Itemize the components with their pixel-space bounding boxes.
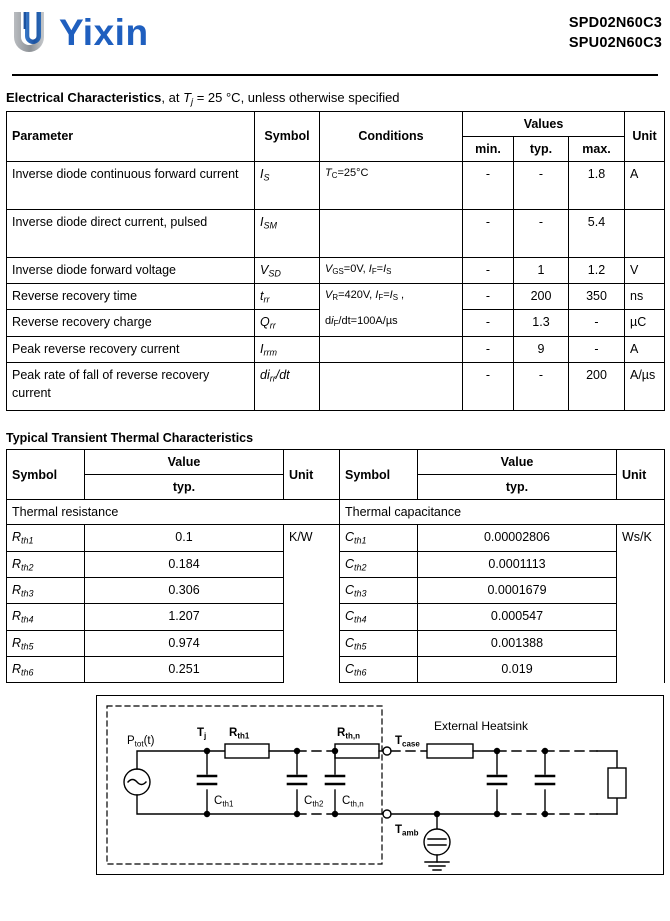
row-unit: A/µs	[625, 362, 665, 410]
row-unit-cth: Ws/K	[617, 525, 665, 683]
row-symbol-cth: $C_{th6}$	[340, 656, 418, 682]
thermal-characteristics-title: Typical Transient Thermal Characteristics	[6, 430, 254, 445]
col-unit-right: Unit	[617, 449, 665, 499]
thermal-group-row	[7, 500, 665, 525]
row-value-cth: 0.000547	[418, 604, 617, 630]
thermal-characteristics-table	[6, 449, 665, 683]
col-unit-left: Unit	[284, 449, 340, 499]
row-symbol-rth: $R_{th3}$	[7, 577, 85, 603]
row-parameter: Inverse diode continuous forward current	[7, 161, 255, 209]
row-unit: V	[625, 257, 665, 283]
condition-text-4a: $V_R=420V$, $I_F=I_S$ ,	[325, 289, 405, 303]
col-typ: typ.	[514, 136, 569, 161]
row-symbol-rth: $R_{th2}$	[7, 551, 85, 577]
condition-text-4b: $di_F/dt=100A/\mu s$	[325, 314, 398, 328]
table-row	[7, 257, 665, 283]
row-symbol-cth: $C_{th4}$	[340, 604, 418, 630]
electrical-title-bold: Electrical Characteristics	[6, 90, 162, 105]
row-typ: -	[514, 161, 569, 209]
row-parameter: Reverse recovery charge	[7, 310, 255, 336]
col-value-right: Value	[418, 449, 617, 474]
row-symbol-cth: $C_{th1}$	[340, 525, 418, 551]
row-symbol: $Q_{rr}$	[255, 310, 320, 336]
electrical-title-symbol: T	[183, 90, 192, 105]
row-min: -	[463, 310, 514, 336]
row-conditions	[320, 161, 463, 209]
brand-logo	[12, 10, 149, 54]
table-row	[7, 209, 665, 257]
row-conditions	[320, 310, 463, 336]
col-unit: Unit	[625, 111, 665, 161]
electrical-characteristics-title	[6, 90, 664, 108]
col-value-left: Value	[85, 449, 284, 474]
label-external-heatsink: External Heatsink	[434, 719, 529, 734]
row-symbol-cth: $C_{th5}$	[340, 630, 418, 656]
row-conditions	[320, 257, 463, 283]
row-conditions	[320, 284, 463, 310]
row-parameter: Peak rate of fall of reverse recovery current	[7, 362, 255, 410]
row-symbol-rth: $R_{th6}$	[7, 656, 85, 682]
col-typ-right: typ.	[418, 475, 617, 500]
row-unit: ns	[625, 284, 665, 310]
electrical-title-rest-a: , at	[161, 90, 184, 105]
row-symbol: $I_{rrm}$	[255, 336, 320, 362]
electrical-characteristics-table	[6, 111, 665, 411]
row-value-cth: 0.0001679	[418, 577, 617, 603]
label-cth2: $C_{th2}$	[304, 795, 324, 809]
row-unit: A	[625, 161, 665, 209]
label-ptot: $P_{tot}(t)$	[127, 735, 155, 749]
brand-name: Yixin	[59, 11, 149, 53]
group-label-resistance: Thermal resistance	[7, 500, 340, 525]
row-conditions	[320, 362, 463, 410]
row-value-rth: 0.184	[85, 551, 284, 577]
col-symbol-left: Symbol	[7, 449, 85, 499]
row-unit: µC	[625, 310, 665, 336]
row-typ: 9	[514, 336, 569, 362]
table-row	[7, 310, 665, 336]
row-symbol: $V_{SD}$	[255, 257, 320, 283]
row-max: 5.4	[569, 209, 625, 257]
row-symbol-rth: $R_{th5}$	[7, 630, 85, 656]
row-max: 200	[569, 362, 625, 410]
col-typ-left: typ.	[85, 475, 284, 500]
row-max: 1.2	[569, 257, 625, 283]
label-cth1: $C_{th1}$	[214, 795, 234, 809]
header-divider	[12, 74, 658, 76]
col-values: Values	[463, 111, 625, 136]
label-rthn: $R_{th,n}$	[337, 727, 360, 741]
row-typ: 200	[514, 284, 569, 310]
col-min: min.	[463, 136, 514, 161]
circuit-svg	[97, 696, 663, 874]
row-parameter: Inverse diode direct current, pulsed	[7, 209, 255, 257]
row-value-cth: 0.001388	[418, 630, 617, 656]
row-max: 1.8	[569, 161, 625, 209]
row-symbol: $I_S$	[255, 161, 320, 209]
row-value-cth: 0.00002806	[418, 525, 617, 551]
row-min: -	[463, 257, 514, 283]
row-value-rth: 0.974	[85, 630, 284, 656]
label-rth1: $R_{th1}$	[229, 727, 250, 741]
electrical-title-subscript: j	[191, 96, 194, 107]
row-min: -	[463, 336, 514, 362]
condition-text-1: $T_C=25^\circ C$	[325, 166, 369, 180]
table-row	[7, 161, 665, 209]
row-typ: -	[514, 209, 569, 257]
row-typ: 1	[514, 257, 569, 283]
row-min: -	[463, 284, 514, 310]
part-number-2: SPU02N60C3	[568, 34, 662, 51]
part-number-1: SPD02N60C3	[568, 15, 662, 31]
row-typ: -	[514, 362, 569, 410]
label-tj: $T_j$	[197, 727, 207, 741]
row-symbol: $t_{rr}$	[255, 284, 320, 310]
part-numbers	[569, 10, 662, 53]
row-parameter: Peak reverse recovery current	[7, 336, 255, 362]
row-symbol-cth: $C_{th3}$	[340, 577, 418, 603]
row-min: -	[463, 161, 514, 209]
table-row	[7, 362, 665, 410]
row-value-rth: 0.1	[85, 525, 284, 551]
row-value-rth: 0.251	[85, 656, 284, 682]
row-value-rth: 1.207	[85, 604, 284, 630]
group-label-capacitance: Thermal capacitance	[340, 500, 665, 525]
label-tcase: $T_{case}$	[395, 735, 420, 749]
page-header	[6, 0, 664, 72]
row-symbol: $I_{SM}$	[255, 209, 320, 257]
col-symbol-right: Symbol	[340, 449, 418, 499]
row-symbol-rth: $R_{th1}$	[7, 525, 85, 551]
col-parameter: Parameter	[7, 111, 255, 161]
row-unit: A	[625, 336, 665, 362]
col-max: max.	[569, 136, 625, 161]
row-max: 350	[569, 284, 625, 310]
row-unit-rth: K/W	[284, 525, 340, 683]
label-cthn: $C_{th,n}$	[342, 795, 364, 809]
row-value-cth: 0.019	[418, 656, 617, 682]
electrical-title-rest-b: = 25 °C, unless otherwise specified	[193, 90, 400, 105]
thermal-header-row-1	[7, 449, 665, 474]
row-unit	[625, 209, 665, 257]
row-symbol-cth: $C_{th2}$	[340, 551, 418, 577]
row-typ: 1.3	[514, 310, 569, 336]
row-symbol: $di_{rr}/dt$	[255, 362, 320, 410]
row-conditions	[320, 336, 463, 362]
row-max: -	[569, 310, 625, 336]
table-row	[7, 336, 665, 362]
row-min: -	[463, 362, 514, 410]
row-max: -	[569, 336, 625, 362]
thermal-equivalent-circuit-diagram	[96, 695, 664, 875]
row-parameter: Reverse recovery time	[7, 284, 255, 310]
condition-text-3: $V_{GS}=0V$, $I_F=I_S$	[325, 262, 392, 276]
table-header-row-1	[7, 111, 665, 136]
table-row	[7, 525, 665, 551]
row-parameter: Inverse diode forward voltage	[7, 257, 255, 283]
col-conditions: Conditions	[320, 111, 463, 161]
col-symbol: Symbol	[255, 111, 320, 161]
label-tamb: $T_{amb}$	[395, 824, 419, 838]
row-min: -	[463, 209, 514, 257]
row-conditions	[320, 209, 463, 257]
table-row	[7, 284, 665, 310]
row-value-rth: 0.306	[85, 577, 284, 603]
yixin-logo-icon	[12, 10, 50, 54]
row-value-cth: 0.0001113	[418, 551, 617, 577]
row-symbol-rth: $R_{th4}$	[7, 604, 85, 630]
